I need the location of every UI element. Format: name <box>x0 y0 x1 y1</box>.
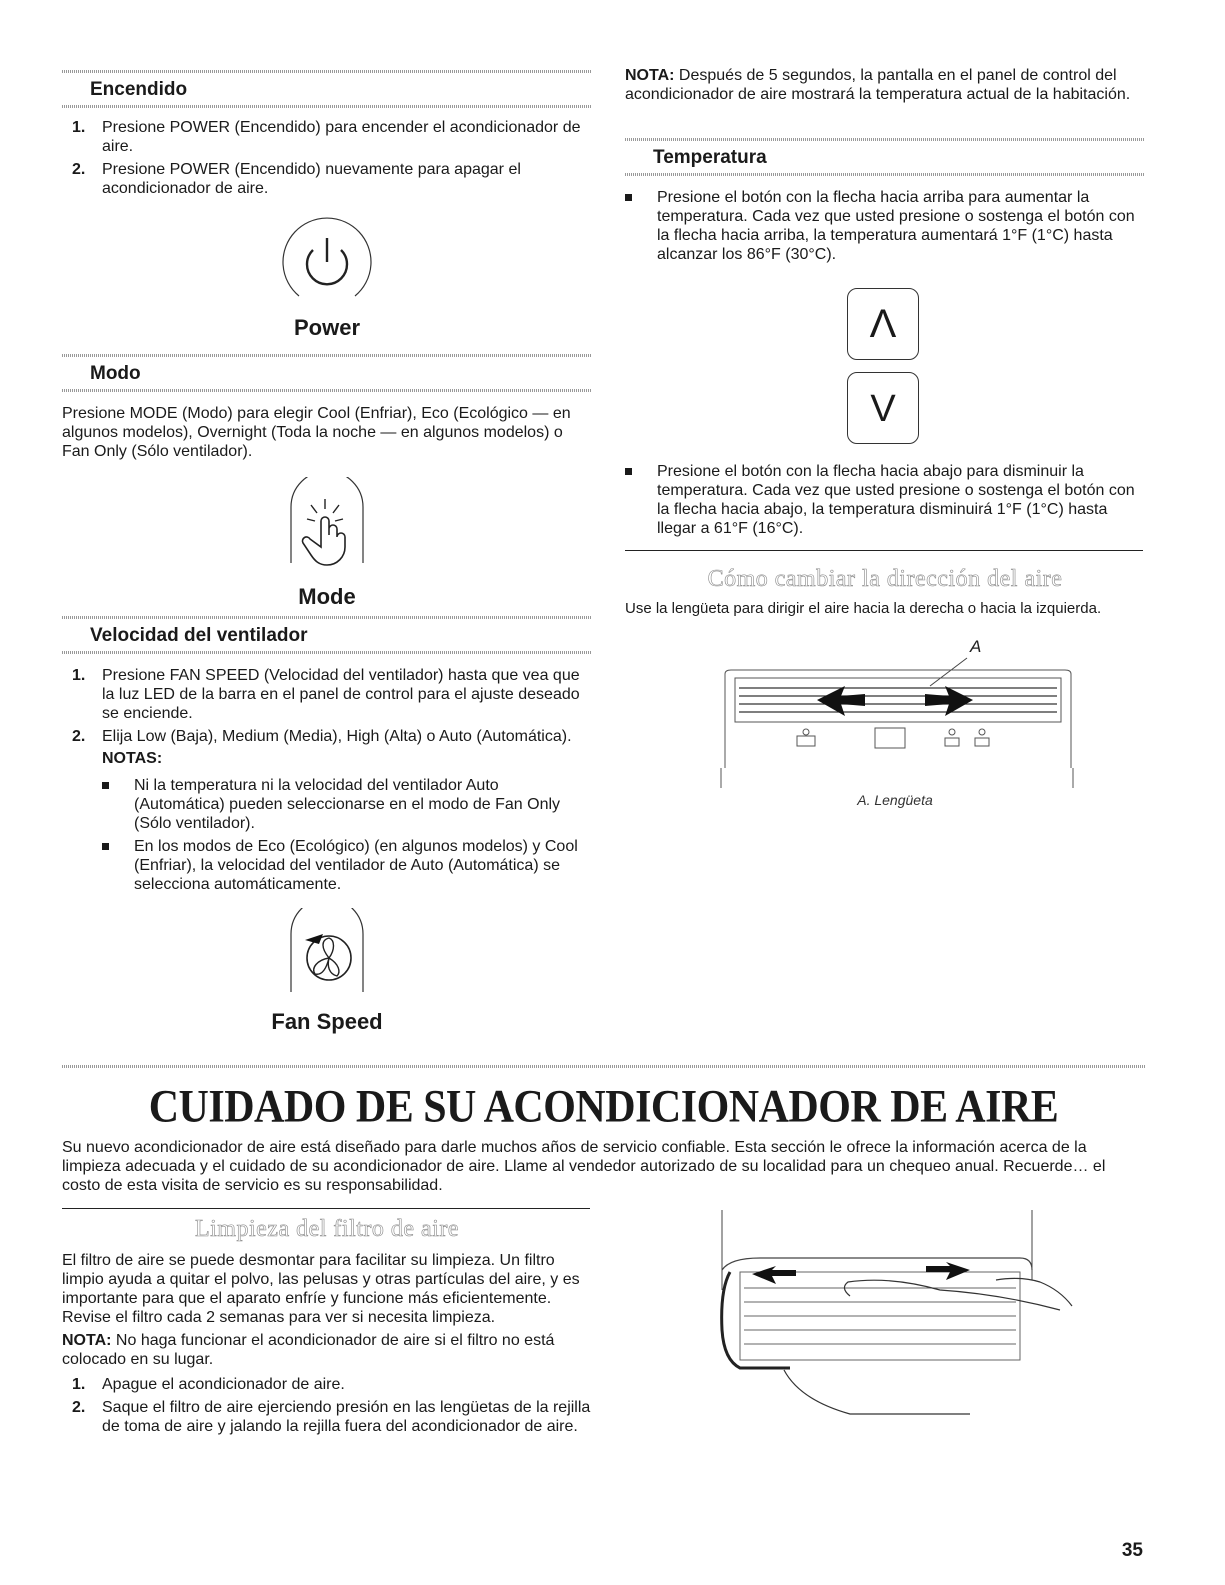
step-number: 2. <box>72 1399 86 1416</box>
step-text: Apague el acondicionador de aire. <box>102 1376 345 1393</box>
list-item: Ni la temperatura ni la velocidad del ventilador Auto (Automática) pueden seleccionarse en el modo de Fan Only (Sólo ventilador). <box>102 776 592 833</box>
divider <box>62 1208 590 1209</box>
nota-body: No haga funcionar el acondicionador de aire si el filtro no está colocado en su lugar. <box>62 1332 555 1368</box>
divider <box>62 105 592 108</box>
fan-speed-label: Fan Speed <box>271 1009 383 1034</box>
divider <box>62 651 592 654</box>
louver-illustration <box>625 628 1145 788</box>
temp-up-button <box>847 288 919 360</box>
limpieza-text: El filtro de aire se puede desmontar para facilitar su limpieza. Un filtro limpio ayuda a quitar el polvo, las pelusas y otras partículas del aire, y es importante para que el aparato enfríe y funcione más eficientemente. Revise el filtro cada 2 semanas para ver si necesita limpieza. <box>62 1252 580 1326</box>
step-text: Presione FAN SPEED (Velocidad del ventilador) hasta que vea que la luz LED de la barra en el panel de control para el ajuste deseado se enciende. <box>102 667 580 722</box>
list-item <box>62 727 592 746</box>
notas-list <box>102 776 592 894</box>
list-item: Presione el botón con la flecha hacia arriba para aumentar la temperatura. Cada vez que usted presione o sostenga el botón con la flecha hacia arriba, la temperatura aumentará 1°F (1°C) hasta alcanzar los 86°F (30°C). <box>625 188 1145 264</box>
list-item <box>62 160 592 198</box>
step-text: Elija Low (Baja), Medium (Media), High (Alta) o Auto (Automática). <box>102 728 572 745</box>
encendido-steps <box>62 118 592 198</box>
temp-down-list <box>625 462 1145 538</box>
modo-text: Presione MODE (Modo) para elegir Cool (Enfriar), Eco (Ecológico — en algunos modelos), Overnight (Toda la noche — en algunos modelos) o Fan Only (Sólo ventilador). <box>62 405 571 460</box>
heading-direccion: Cómo cambiar la dirección del aire <box>707 566 1063 592</box>
nota-text <box>625 66 1145 104</box>
divider <box>62 389 592 392</box>
direccion-text: Use la lengüeta para dirigir el aire hacia la derecha o hacia la izquierda. <box>625 600 1102 617</box>
hand-press-icon <box>277 477 377 577</box>
air-conditioner-louver-drawing <box>625 628 1145 788</box>
fan-speed-button-illustration <box>62 908 592 1035</box>
step-number: 1. <box>72 119 86 136</box>
list-item <box>62 666 592 723</box>
section-direccion <box>625 566 1145 808</box>
heading-encendido: Encendido <box>90 79 188 100</box>
divider <box>62 70 592 73</box>
heading-limpieza: Limpieza del filtro de aire <box>194 1216 460 1242</box>
temp-buttons-illustration <box>625 268 1145 458</box>
list-item: En los modos de Eco (Ecológico) (en algunos modelos) y Cool (Enfriar), la velocidad del ventilador de Auto (Automática) se selecciona automáticamente. <box>102 837 592 894</box>
notas-label: NOTAS: <box>102 750 163 767</box>
list-item <box>62 1375 592 1394</box>
limpieza-nota <box>62 1331 592 1369</box>
temp-down-button <box>847 372 919 444</box>
notas-block <box>62 750 592 894</box>
section-nota-top <box>625 66 1145 104</box>
velocidad-steps <box>62 666 592 746</box>
temp-up-list <box>625 188 1145 264</box>
step-number: 2. <box>72 161 86 178</box>
page-number: 35 <box>1121 1540 1143 1561</box>
callout-a: A <box>970 637 982 656</box>
nota-label: NOTA: <box>625 67 675 84</box>
section-velocidad <box>62 616 592 1035</box>
power-icon <box>277 216 377 308</box>
divider <box>62 1065 1145 1068</box>
cuidado-intro: Su nuevo acondicionador de aire está diseñado para darle muchos años de servicio confiable. Esta sección le ofrece la información acerca de la limpieza adecuada y el cuidado de su acondicionador de aire. Llame al vendedor autorizado de su localidad para un chequeo anual. Recuerde… el costo de esta visita de servicio es su responsabilidad. <box>62 1139 1106 1194</box>
divider <box>625 550 1143 551</box>
divider <box>625 138 1145 141</box>
list-item <box>62 1398 592 1436</box>
mode-button-illustration <box>62 477 592 610</box>
filter-removal-illustration <box>700 1210 1080 1430</box>
mode-label: Mode <box>298 584 356 609</box>
power-button-illustration <box>62 216 592 341</box>
divider <box>62 354 592 357</box>
divider <box>625 173 1145 176</box>
list-item <box>62 118 592 156</box>
chevron-up-icon: Λ <box>869 302 897 346</box>
step-number: 1. <box>72 1376 86 1393</box>
section-encendido <box>62 70 592 341</box>
nota-body: Después de 5 segundos, la pantalla en el panel de control del acondicionador de aire mostrará la temperatura actual de la habitación. <box>625 67 1131 103</box>
power-label: Power <box>293 315 361 340</box>
heading-velocidad: Velocidad del ventilador <box>90 625 308 646</box>
step-text: Presione POWER (Encendido) para encender el acondicionador de aire. <box>102 119 581 155</box>
limpieza-steps <box>62 1375 592 1436</box>
fan-icon <box>277 908 377 1002</box>
step-number: 1. <box>72 667 86 684</box>
section-limpieza <box>62 1216 592 1440</box>
heading-temperatura: Temperatura <box>653 147 767 168</box>
chevron-down-icon: V <box>870 388 896 430</box>
step-text: Presione POWER (Encendido) nuevamente para apagar el acondicionador de aire. <box>102 161 521 197</box>
nota-label: NOTA: <box>62 1332 112 1349</box>
filter-removal-drawing <box>700 1210 1080 1430</box>
louver-caption: A. Lengüeta <box>857 792 933 808</box>
section-modo <box>62 354 592 610</box>
divider <box>62 616 592 619</box>
section-temperatura <box>625 138 1145 542</box>
page-title: CUIDADO DE SU ACONDICIONADOR DE AIRE <box>148 1081 1059 1133</box>
heading-modo: Modo <box>90 363 141 384</box>
list-item: Presione el botón con la flecha hacia abajo para disminuir la temperatura. Cada vez que usted presione o sostenga el botón con la flecha hacia abajo, la temperatura disminuirá 1°F (1°C) hasta llegar a 61°F (16°C). <box>625 462 1145 538</box>
step-text: Saque el filtro de aire ejerciendo presión en las lengüetas de la rejilla de toma de aire y jalando la rejilla fuera del acondicionador de aire. <box>102 1399 591 1435</box>
step-number: 2. <box>72 728 86 745</box>
